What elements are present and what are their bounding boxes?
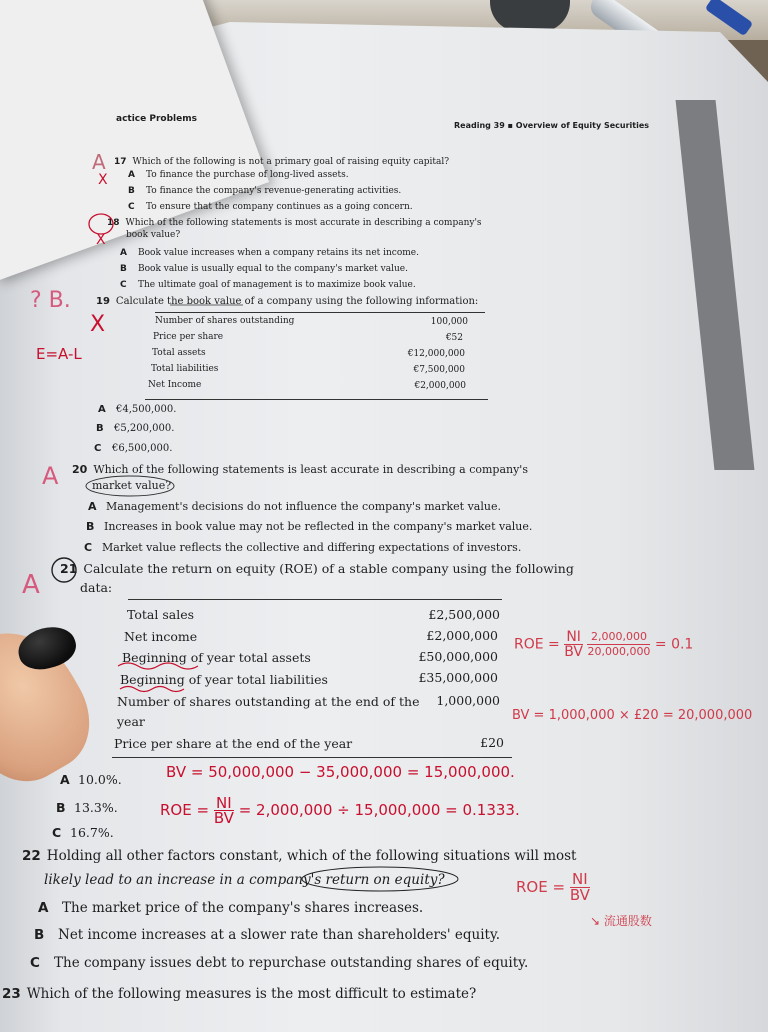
option-c: C 16.7%.	[52, 825, 114, 840]
option-a: A Management's decisions do not influence the company's market value.	[88, 500, 501, 513]
question-number: 18	[107, 218, 120, 228]
handwritten-mark: ? B.	[30, 288, 71, 313]
option-c: C €6,500,000.	[94, 443, 173, 454]
table-value: £50,000,000	[418, 649, 498, 664]
table-value: 100,000	[430, 317, 468, 327]
option-b: B To finance the company's revenue-generating activities.	[128, 186, 402, 196]
table-label: Total liabilities	[151, 364, 219, 374]
handwritten-calc-bv: BV = 50,000,000 − 35,000,000 = 15,000,000.	[166, 763, 515, 781]
table-label: Net Income	[148, 380, 202, 390]
table-value: €12,000,000	[407, 349, 465, 359]
question-text: Which of the following statements is least accurate in describing a company's	[93, 463, 528, 476]
header-left: actice Problems	[116, 114, 197, 124]
option-a: A 10.0%.	[60, 772, 122, 787]
handwritten-mark: A	[22, 570, 40, 600]
option-b: B 13.3%.	[56, 800, 118, 815]
table-label: Total assets	[152, 348, 206, 358]
handwritten-calc-roe: ROE = $\frac{NI}{BV}$ = 2,000,000 ÷ 15,000,000 = 0.1333.	[160, 794, 520, 827]
handwritten-mark: X	[90, 312, 106, 337]
option-a: A Book value increases when a company retains its net income.	[120, 248, 419, 258]
table-label-cont: year	[117, 714, 145, 729]
table-label: Net income	[124, 629, 198, 644]
option-a: A To finance the purchase of long-lived assets.	[128, 170, 349, 180]
question-text: Which of the following measures is the most difficult to estimate?	[26, 986, 477, 1002]
underline-mark	[120, 687, 184, 692]
question-text: Calculate the return on equity (ROE) of a stable company using the following	[83, 561, 574, 576]
table-value: £20	[480, 735, 504, 750]
question-number: 19	[96, 296, 110, 307]
table-label: Number of shares outstanding at the end of the	[117, 694, 420, 709]
table-label: Price per share at the end of the year	[114, 736, 353, 751]
option-c: C The ultimate goal of management is to maximize book value.	[120, 280, 416, 290]
question-number: 23	[2, 986, 21, 1002]
handwritten-mark: A	[92, 150, 106, 174]
option-a: A The market price of the company's shares increases.	[38, 900, 424, 916]
table-label: Beginning of year total assets	[122, 650, 311, 665]
option-b: B Book value is usually equal to the company's market value.	[120, 264, 408, 274]
question-20-line2: market value?	[92, 479, 172, 492]
question-text: Holding all other factors constant, which of the following situations will most	[46, 848, 577, 864]
question-number: 20	[72, 463, 88, 476]
question-22-line2: likely lead to an increase in a company's return on equity?	[44, 872, 445, 888]
option-a: A €4,500,000.	[98, 404, 177, 415]
table-label: Price per share	[153, 332, 224, 342]
handwritten-mark: A	[42, 462, 59, 490]
question-text: Which of the following is not a primary goal of raising equity capital?	[132, 157, 450, 167]
question-number: 21	[60, 561, 78, 576]
question-18-line2: book value?	[126, 230, 181, 240]
option-b: B €5,200,000.	[96, 423, 175, 434]
handwritten-note: ↘ 流通股数	[590, 914, 652, 928]
handwritten-bv-side: BV = 1,000,000 × £20 = 20,000,000	[512, 708, 753, 723]
underline-mark	[118, 663, 198, 669]
question-number: 22	[22, 848, 41, 864]
circle-mark	[86, 476, 174, 496]
handwritten-mark: X	[96, 232, 106, 248]
handwritten-roe-side: ROE = $\frac{NI}{BV}$ $\frac{2,000,000}{20,000,000}$ = 0.1	[514, 629, 694, 660]
question-text: Calculate the book value of a company using the following information:	[115, 296, 479, 307]
option-b: B Increases in book value may not be reflected in the company's market value.	[86, 520, 533, 533]
option-c: C Market value reflects the collective and differing expectations of investors.	[84, 541, 522, 554]
table-label: Beginning of year total liabilities	[120, 672, 328, 687]
handwritten-roe-22: ROE = $\frac{NI}{BV}$	[516, 870, 590, 904]
question-number: 17	[114, 157, 127, 167]
header-right: Reading 39 ▪ Overview of Equity Securities	[454, 121, 650, 130]
option-b: B Net income increases at a slower rate than shareholders' equity.	[34, 927, 501, 943]
question-text: Which of the following statements is most accurate in describing a company's	[125, 218, 482, 228]
table-value: £2,500,000	[428, 607, 500, 622]
table-label: Total sales	[127, 607, 195, 622]
table-value: 1,000,000	[436, 693, 500, 708]
question-21-line2: data:	[80, 580, 113, 595]
table-value: €52	[445, 333, 463, 343]
circle-mark	[302, 867, 458, 891]
table-value: €7,500,000	[413, 365, 465, 375]
circle-mark	[52, 558, 76, 582]
handwritten-mark: X	[98, 172, 108, 188]
table-value: £35,000,000	[418, 670, 498, 685]
table-value: €2,000,000	[414, 381, 466, 391]
handwritten-note: E=A-L	[36, 345, 82, 363]
circle-mark	[89, 214, 113, 234]
table-label: Number of shares outstanding	[155, 316, 295, 326]
table-value: £2,000,000	[426, 628, 498, 643]
option-c: C To ensure that the company continues as a going concern.	[128, 202, 413, 212]
option-c: C The company issues debt to repurchase outstanding shares of equity.	[30, 955, 529, 971]
